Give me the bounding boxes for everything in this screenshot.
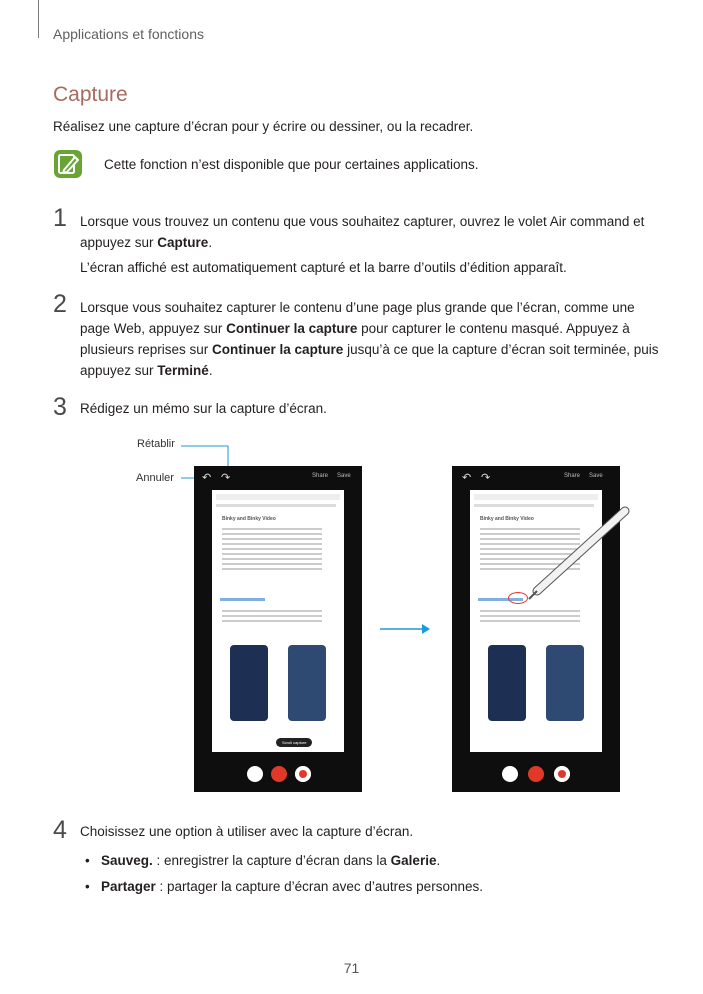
captured-page-left [212, 490, 344, 752]
note-text: Cette fonction n’est disponible que pour certaines applications. [104, 157, 479, 172]
step-1-number: 1 [53, 204, 67, 232]
pen-tool-icon[interactable] [247, 766, 263, 782]
callout-redo: Rétablir [137, 438, 175, 450]
step-2-text: Lorsque vous souhaitez capturer le contenu d’une page plus grande que l’écran, comme une page Web, appuyez sur Continuer la capture pour capturer le contenu masqué. Appuyez à plusieurs reprises sur Continuer la capture jusqu’à ce que la capture d’écran soit terminée, puis appuyez sur Terminé. [80, 300, 659, 378]
header-rule [38, 0, 39, 38]
pen-tool-icon[interactable] [502, 766, 518, 782]
color-red-button[interactable] [271, 766, 287, 782]
phone-screenshot-left [194, 466, 362, 792]
page-heading: Binky and Binky Video [222, 516, 276, 522]
record-button[interactable] [295, 766, 311, 782]
page-heading: Binky and Binky Video [480, 516, 534, 522]
bullet-save: Sauveg. : enregistrer la capture d’écran dans la Galerie. [101, 853, 441, 868]
share-button[interactable]: Share [564, 473, 581, 479]
step-3-text: Rédigez un mémo sur la capture d’écran. [80, 401, 327, 416]
redo-icon[interactable]: ↷ [481, 472, 491, 484]
note-pencil-icon [54, 150, 82, 178]
save-button[interactable]: Save [589, 473, 603, 479]
step-4-number: 4 [53, 816, 67, 844]
bullet-share: Partager : partager la capture d’écran avec d’autres personnes. [101, 879, 483, 894]
scroll-capture-button[interactable]: Scroll capture [276, 738, 312, 747]
bullet-marker: • [85, 879, 90, 894]
callout-undo: Annuler [136, 472, 174, 484]
step-1-subtext: L’écran affiché est automatiquement capturé et la barre d’outils d’édition apparaît. [80, 260, 567, 275]
step-3-number: 3 [53, 393, 67, 421]
save-button[interactable]: Save [337, 473, 351, 479]
section-header: Applications et fonctions [53, 26, 204, 42]
page-title: Capture [53, 83, 128, 106]
page-number: 71 [343, 960, 360, 976]
intro-text: Réalisez une capture d’écran pour y écrire ou dessiner, ou la recadrer. [53, 119, 474, 134]
step-2-number: 2 [53, 290, 67, 318]
bullet-marker: • [85, 853, 90, 868]
step-1-text: Lorsque vous trouvez un contenu que vous souhaitez capturer, ouvrez le volet Air command et appuyez sur Capture. [80, 214, 645, 250]
arrow-right-icon [380, 622, 430, 636]
color-red-button[interactable] [528, 766, 544, 782]
share-button[interactable]: Share [312, 473, 329, 479]
record-button[interactable] [554, 766, 570, 782]
s-pen-icon [525, 505, 635, 605]
redo-icon[interactable]: ↷ [221, 472, 231, 484]
step-4-text: Choisissez une option à utiliser avec la capture d’écran. [80, 824, 414, 839]
undo-icon[interactable]: ↶ [202, 472, 212, 484]
undo-icon[interactable]: ↶ [462, 472, 472, 484]
